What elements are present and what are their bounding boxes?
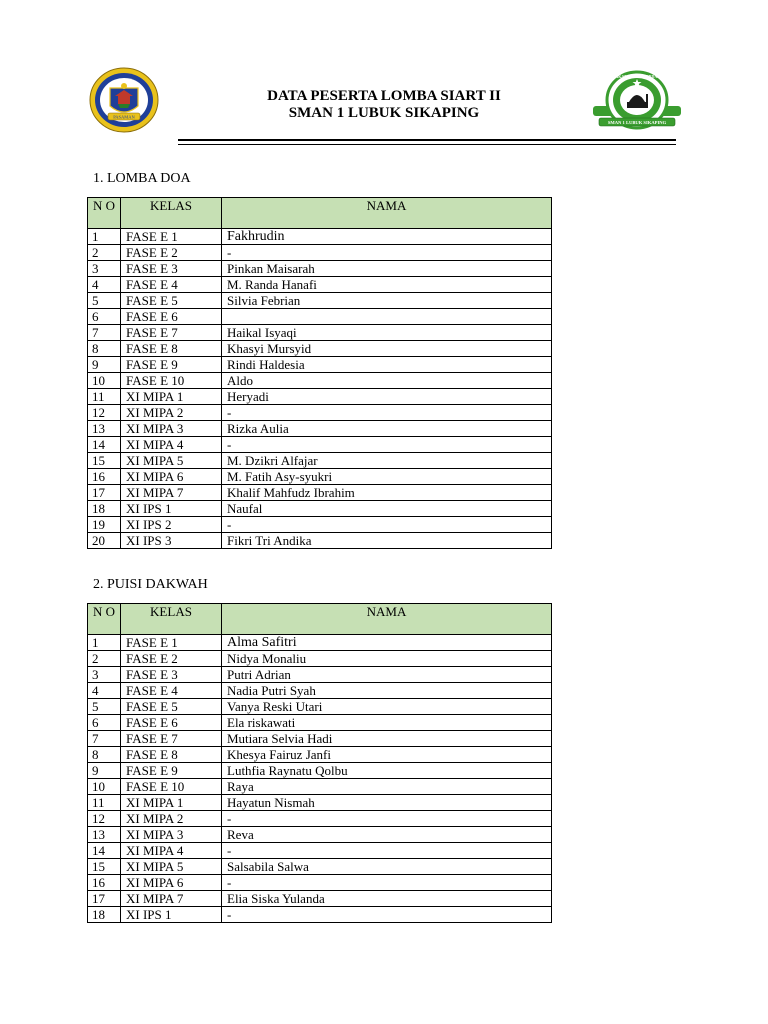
table-row: [88, 277, 552, 293]
participant-table-lomba-doa: [87, 197, 552, 549]
cell-nama: Haikal Isyaqi: [222, 325, 552, 341]
cell-nama: Rizka Aulia: [222, 421, 552, 437]
table-body: [88, 229, 552, 549]
header-nama: NAMA: [222, 198, 552, 229]
table-row: [88, 309, 552, 325]
cell-nama: Hayatun Nismah: [222, 795, 552, 811]
cell-no: 20: [88, 533, 121, 549]
table-row: [88, 683, 552, 699]
table-row: [88, 357, 552, 373]
cell-no: 8: [88, 747, 121, 763]
table-row: [88, 421, 552, 437]
cell-nama: Pinkan Maisarah: [222, 261, 552, 277]
cell-nama: M. Dzikri Alfajar: [222, 453, 552, 469]
section-title-lomba-doa: 1. LOMBA DOA: [93, 171, 191, 186]
table-row: [88, 763, 552, 779]
table-body: [88, 635, 552, 923]
regency-emblem-logo: [88, 66, 160, 134]
header-kelas: KELAS: [121, 198, 222, 229]
cell-nama: -: [222, 875, 552, 891]
cell-no: 13: [88, 421, 121, 437]
header-kelas: KELAS: [121, 604, 222, 635]
cell-nama: M. Fatih Asy-syukri: [222, 469, 552, 485]
cell-kelas: FASE E 7: [121, 325, 222, 341]
cell-no: 4: [88, 683, 121, 699]
cell-nama: Vanya Reski Utari: [222, 699, 552, 715]
table-row: [88, 389, 552, 405]
cell-no: 10: [88, 779, 121, 795]
table-row: [88, 293, 552, 309]
cell-no: 1: [88, 229, 121, 245]
table-row: [88, 795, 552, 811]
cell-kelas: FASE E 9: [121, 763, 222, 779]
cell-no: 18: [88, 501, 121, 517]
cell-kelas: FASE E 5: [121, 293, 222, 309]
table-row: [88, 875, 552, 891]
cell-nama: Naufal: [222, 501, 552, 517]
cell-kelas: XI IPS 1: [121, 501, 222, 517]
header-no: N O: [88, 198, 121, 229]
cell-kelas: XI MIPA 1: [121, 795, 222, 811]
cell-kelas: FASE E 3: [121, 667, 222, 683]
cell-nama: -: [222, 245, 552, 261]
table-row: [88, 779, 552, 795]
cell-kelas: XI MIPA 3: [121, 421, 222, 437]
cell-no: 2: [88, 245, 121, 261]
cell-no: 7: [88, 325, 121, 341]
table-row: [88, 341, 552, 357]
table-row: [88, 245, 552, 261]
cell-kelas: XI IPS 3: [121, 533, 222, 549]
badge-bottom-text: SMAN 1 LUBUK SIKAPING: [607, 120, 667, 125]
cell-nama: Nadia Putri Syah: [222, 683, 552, 699]
cell-kelas: FASE E 8: [121, 341, 222, 357]
cell-no: 12: [88, 405, 121, 421]
cell-no: 5: [88, 699, 121, 715]
title-line-1: DATA PESERTA LOMBA SIART II: [267, 88, 501, 104]
cell-nama: Aldo: [222, 373, 552, 389]
table-row: [88, 229, 552, 245]
cell-no: 9: [88, 357, 121, 373]
cell-nama: Luthfia Raynatu Qolbu: [222, 763, 552, 779]
table-row: [88, 485, 552, 501]
cell-no: 17: [88, 485, 121, 501]
cell-kelas: FASE E 9: [121, 357, 222, 373]
table-row: [88, 747, 552, 763]
cell-no: 18: [88, 907, 121, 923]
cell-kelas: XI MIPA 6: [121, 469, 222, 485]
cell-nama: Fakhrudin: [222, 229, 552, 245]
cell-no: 6: [88, 309, 121, 325]
table-row: [88, 699, 552, 715]
cell-nama: [222, 309, 552, 325]
cell-kelas: XI MIPA 5: [121, 453, 222, 469]
cell-kelas: FASE E 4: [121, 277, 222, 293]
cell-kelas: XI MIPA 5: [121, 859, 222, 875]
cell-nama: Rindi Haldesia: [222, 357, 552, 373]
table-row: [88, 325, 552, 341]
table-row: [88, 731, 552, 747]
cell-no: 3: [88, 261, 121, 277]
cell-no: 15: [88, 859, 121, 875]
cell-no: 5: [88, 293, 121, 309]
header-rule-thin: [178, 144, 676, 145]
cell-nama: Alma Safitri: [222, 635, 552, 651]
table-row: [88, 469, 552, 485]
cell-kelas: FASE E 2: [121, 651, 222, 667]
cell-kelas: FASE E 8: [121, 747, 222, 763]
table-row: [88, 261, 552, 277]
cell-no: 1: [88, 635, 121, 651]
cell-kelas: XI MIPA 4: [121, 843, 222, 859]
document-title: [200, 88, 568, 122]
cell-no: 15: [88, 453, 121, 469]
cell-kelas: FASE E 10: [121, 779, 222, 795]
header-no: N O: [88, 604, 121, 635]
cell-kelas: FASE E 4: [121, 683, 222, 699]
cell-kelas: XI MIPA 3: [121, 827, 222, 843]
table-header-row: [88, 198, 552, 229]
cell-no: 14: [88, 437, 121, 453]
cell-nama: -: [222, 811, 552, 827]
table-row: [88, 715, 552, 731]
table-row: [88, 501, 552, 517]
table-row: [88, 373, 552, 389]
table-row: [88, 843, 552, 859]
cell-no: 8: [88, 341, 121, 357]
cell-nama: Elia Siska Yulanda: [222, 891, 552, 907]
cell-no: 11: [88, 795, 121, 811]
cell-nama: Ela riskawati: [222, 715, 552, 731]
cell-nama: Salsabila Salwa: [222, 859, 552, 875]
cell-nama: Mutiara Selvia Hadi: [222, 731, 552, 747]
cell-kelas: FASE E 1: [121, 635, 222, 651]
cell-kelas: FASE E 6: [121, 715, 222, 731]
badge-top-text: SIKAP ISLAMI CERDAS: [614, 74, 660, 79]
cell-no: 12: [88, 811, 121, 827]
cell-kelas: FASE E 6: [121, 309, 222, 325]
cell-kelas: FASE E 3: [121, 261, 222, 277]
cell-nama: Khasyi Mursyid: [222, 341, 552, 357]
table-row: [88, 891, 552, 907]
cell-kelas: XI MIPA 4: [121, 437, 222, 453]
school-badge-logo: [591, 70, 683, 132]
cell-no: 14: [88, 843, 121, 859]
cell-kelas: XI MIPA 1: [121, 389, 222, 405]
table-row: [88, 405, 552, 421]
table-row: [88, 827, 552, 843]
cell-nama: Heryadi: [222, 389, 552, 405]
cell-nama: Putri Adrian: [222, 667, 552, 683]
cell-no: 16: [88, 469, 121, 485]
table-row: [88, 437, 552, 453]
table-row: [88, 907, 552, 923]
cell-no: 2: [88, 651, 121, 667]
cell-nama: -: [222, 907, 552, 923]
section-title-puisi-dakwah: 2. PUISI DAKWAH: [93, 577, 208, 592]
cell-no: 10: [88, 373, 121, 389]
table-row: [88, 667, 552, 683]
cell-no: 16: [88, 875, 121, 891]
cell-no: 3: [88, 667, 121, 683]
cell-nama: -: [222, 517, 552, 533]
cell-no: 13: [88, 827, 121, 843]
cell-kelas: XI MIPA 2: [121, 405, 222, 421]
cell-nama: Raya: [222, 779, 552, 795]
cell-kelas: FASE E 10: [121, 373, 222, 389]
table-row: [88, 635, 552, 651]
cell-nama: Fikri Tri Andika: [222, 533, 552, 549]
cell-no: 17: [88, 891, 121, 907]
cell-kelas: XI MIPA 2: [121, 811, 222, 827]
cell-kelas: XI MIPA 7: [121, 485, 222, 501]
cell-kelas: FASE E 7: [121, 731, 222, 747]
cell-nama: Nidya Monaliu: [222, 651, 552, 667]
cell-kelas: XI IPS 1: [121, 907, 222, 923]
cell-nama: Silvia Febrian: [222, 293, 552, 309]
cell-no: 11: [88, 389, 121, 405]
cell-no: 4: [88, 277, 121, 293]
table-row: [88, 517, 552, 533]
table-header-row: [88, 604, 552, 635]
table-row: [88, 453, 552, 469]
table-row: [88, 533, 552, 549]
cell-nama: Khalif Mahfudz Ibrahim: [222, 485, 552, 501]
header-rule-thick: [178, 139, 676, 141]
cell-no: 6: [88, 715, 121, 731]
cell-nama: M. Randa Hanafi: [222, 277, 552, 293]
cell-kelas: XI MIPA 6: [121, 875, 222, 891]
cell-no: 9: [88, 763, 121, 779]
cell-nama: -: [222, 843, 552, 859]
table-row: [88, 859, 552, 875]
participant-table-puisi-dakwah: [87, 603, 552, 923]
cell-nama: Khesya Fairuz Janfi: [222, 747, 552, 763]
emblem-ribbon-text: PASAMAN: [113, 114, 135, 120]
cell-nama: Reva: [222, 827, 552, 843]
cell-kelas: FASE E 5: [121, 699, 222, 715]
cell-no: 19: [88, 517, 121, 533]
title-line-2: SMAN 1 LUBUK SIKAPING: [288, 105, 480, 121]
cell-kelas: XI IPS 2: [121, 517, 222, 533]
cell-kelas: FASE E 1: [121, 229, 222, 245]
header-nama: NAMA: [222, 604, 552, 635]
table-row: [88, 651, 552, 667]
cell-nama: -: [222, 405, 552, 421]
cell-kelas: XI MIPA 7: [121, 891, 222, 907]
table-row: [88, 811, 552, 827]
cell-kelas: FASE E 2: [121, 245, 222, 261]
cell-no: 7: [88, 731, 121, 747]
cell-nama: -: [222, 437, 552, 453]
